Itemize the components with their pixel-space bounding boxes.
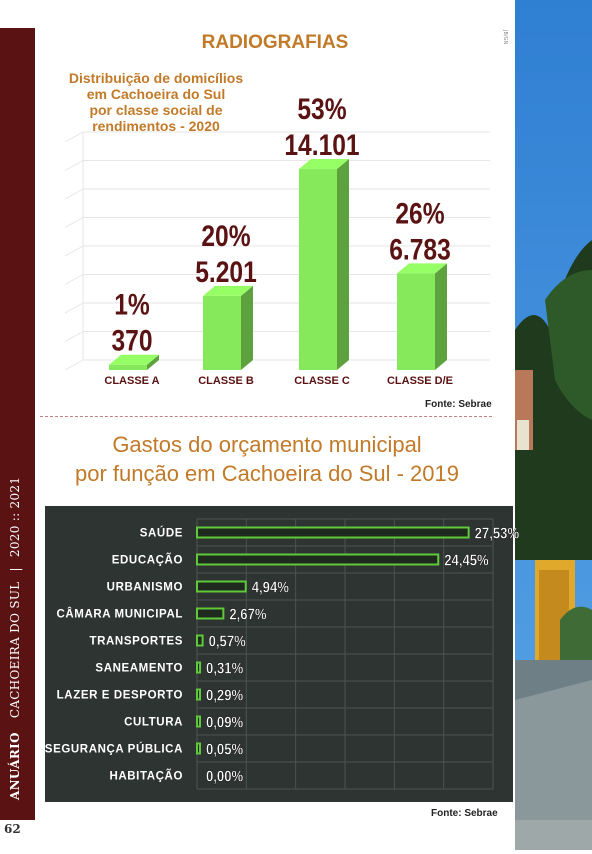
- chart2-bar: [197, 555, 438, 565]
- chart2-bar: [197, 582, 246, 592]
- chart1-bar-side: [241, 286, 253, 370]
- spine-city: CACHOEIRA DO SUL: [8, 581, 22, 719]
- chart2-bar: [197, 663, 200, 673]
- chart1-source: Fonte: Sebrae: [425, 399, 492, 410]
- chart2-source: Fonte: Sebrae: [431, 808, 498, 819]
- chart1-percent-label: 20%: [201, 218, 251, 253]
- chart2-value-label: 0,00%: [206, 768, 244, 786]
- chart2-bar: [197, 528, 469, 538]
- chart1-gridline-diagonal: [65, 246, 83, 256]
- chart2-value-label: 27,53%: [474, 525, 520, 543]
- spine-separator: |: [8, 567, 22, 572]
- chart2-bar: [197, 717, 200, 727]
- chart1-bar-front: [203, 296, 241, 370]
- chart1-bar-side: [435, 263, 447, 370]
- chart1-category-label: CLASSE A: [104, 375, 160, 387]
- town-photo: [515, 0, 592, 850]
- spine-label: [8, 477, 22, 800]
- chart2-value-label: 4,94%: [251, 579, 289, 597]
- chart1-title-line: por classe social de: [89, 102, 223, 118]
- chart1-title-line: rendimentos - 2020: [92, 118, 220, 134]
- chart2-title-line: Gastos do orçamento municipal: [112, 432, 422, 457]
- photo-credit: JB/GN: [502, 30, 508, 45]
- chart2-title-line: por função em Cachoeira do Sul - 2019: [74, 461, 459, 486]
- chart1-bar-front: [299, 169, 337, 370]
- chart2-bar: [197, 636, 203, 646]
- chart1-gridline-diagonal: [65, 303, 83, 313]
- spine-brand: ANUÁRIO: [8, 732, 22, 800]
- page-number: 62: [4, 822, 21, 836]
- chart2-category-label: EDUCAÇÃO: [111, 554, 183, 567]
- chart1-percent-label: 53%: [297, 91, 347, 126]
- chart2-category-label: TRANSPORTES: [89, 635, 183, 648]
- households-bar-chart: [0, 0, 515, 420]
- chart2-value-label: 0,31%: [206, 660, 244, 678]
- chart2-value-label: 0,09%: [206, 714, 244, 732]
- chart2-category-label: CÂMARA MUNICIPAL: [56, 608, 183, 621]
- chart2-value-label: 0,57%: [208, 633, 246, 651]
- chart1-bar-front: [397, 273, 435, 370]
- chart2-category-label: SAÚDE: [139, 527, 183, 540]
- chart1-title-line: em Cachoeira do Sul: [86, 86, 226, 102]
- chart2-value-label: 24,45%: [444, 552, 489, 570]
- chart1-bar-side: [337, 159, 349, 370]
- chart1-gridline-diagonal: [65, 132, 83, 142]
- chart2-category-label: LAZER E DESPORTO: [56, 689, 183, 702]
- chart1-gridline-diagonal: [65, 332, 83, 342]
- chart2-category-label: CULTURA: [124, 716, 183, 729]
- chart2-bar: [197, 744, 200, 754]
- chart1-percent-label: 1%: [114, 287, 150, 322]
- chart2-category-label: SANEAMENTO: [95, 662, 183, 675]
- section-title: RADIOGRAFIAS: [201, 32, 349, 53]
- chart1-value-label: 370: [111, 323, 153, 358]
- chart2-value-label: 0,29%: [206, 687, 244, 705]
- chart1-gridline-diagonal: [65, 360, 83, 370]
- section-divider: [40, 416, 492, 417]
- chart2-bar: [197, 609, 223, 619]
- chart1-value-label: 6.783: [389, 232, 451, 266]
- chart2-value-label: 2,67%: [229, 606, 267, 624]
- chart1-value-label: 5.201: [195, 254, 257, 289]
- chart1-gridline-diagonal: [65, 275, 83, 285]
- chart1-gridline-diagonal: [65, 189, 83, 199]
- chart1-bar-front: [109, 365, 147, 370]
- chart2-title: [42, 430, 492, 488]
- chart2-bar: [197, 690, 200, 700]
- chart1-title-line: Distribuição de domicílios: [68, 70, 244, 86]
- chart2-category-label: URBANISMO: [106, 581, 183, 594]
- chart2-category-label: HABITAÇÃO: [109, 770, 183, 783]
- chart1-gridline-diagonal: [65, 218, 83, 228]
- budget-bar-chart: [44, 506, 520, 802]
- chart2-category-label: SEGURANÇA PÚBLICA: [44, 743, 183, 756]
- chart1-category-label: CLASSE B: [198, 375, 254, 387]
- chart1-value-label: 14.101: [284, 127, 360, 162]
- chart2-value-label: 0,05%: [206, 741, 244, 759]
- chart1-category-label: CLASSE C: [294, 375, 350, 387]
- chart1-percent-label: 26%: [395, 196, 445, 230]
- spine-years: 2020 :: 2021: [8, 476, 22, 558]
- chart1-category-label: CLASSE D/E: [386, 375, 454, 387]
- budget-chart-panel: [44, 506, 520, 802]
- chart1-gridline-diagonal: [65, 161, 83, 171]
